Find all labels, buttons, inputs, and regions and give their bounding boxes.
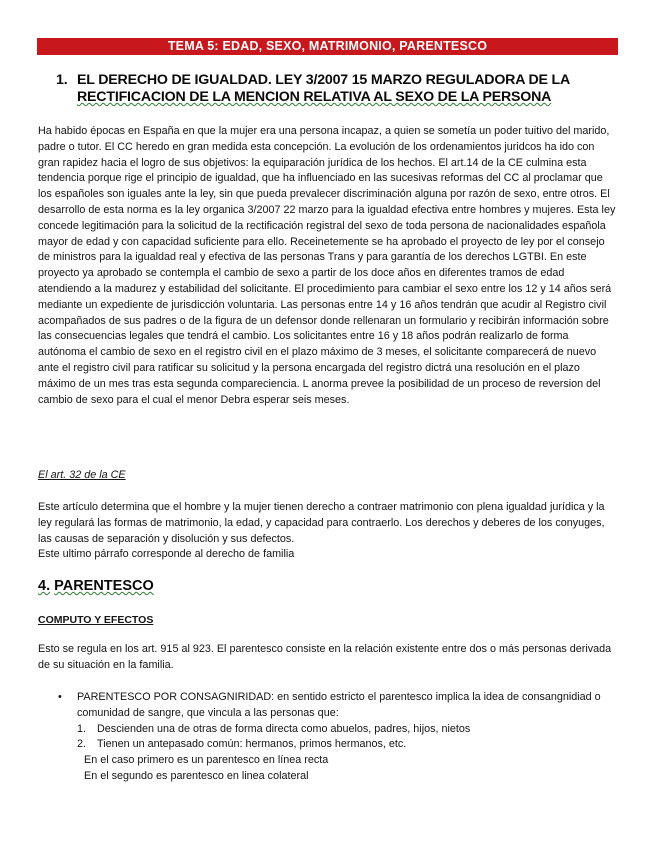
- paragraph-matrimonio-note: Este ultimo párrafo corresponde al derecho de familia: [38, 548, 295, 561]
- paragraph-matrimonio-main: Este artículo determina que el hombre y la mujer tienen derecho a contraer matrimonio con plena igualdad jurídica y la ley regulará las formas de matrimonio, la edad, y capacidad para contraerlo. Los derechos y deberes de los conyuges, las causas de separación y disolución y sus defectos.: [38, 501, 605, 545]
- computo-subheading: COMPUTO Y EFECTOS: [38, 614, 154, 626]
- list-item-number: 1.: [77, 722, 87, 735]
- section-4-number: 4.: [38, 578, 51, 594]
- topic-banner: TEMA 5: EDAD, SEXO, MATRIMONIO, PARENTESCO: [37, 38, 618, 55]
- linea-colateral-note: En el segundo es parentesco en linea colateral: [84, 769, 309, 782]
- section-1-title-line-2: RECTIFICACION DE LA MENCION RELATIVA AL SEXO DE LA PERSONA: [77, 89, 552, 105]
- bullet-text: PARENTESCO POR CONSAGNIRIDAD: en sentido estricto el parentesco implica la idea de consangnidiad o comunidad de sangre, que vincula a las personas que:: [77, 691, 601, 719]
- list-item-number: 2.: [77, 738, 87, 751]
- paragraph-parentesco: Esto se regula en los art. 915 al 923. El parentesco consiste en la relación existente entre dos o más personas derivada de su situación en la familia.: [38, 643, 612, 671]
- section-1-heading: [56, 72, 616, 106]
- paragraph-matrimonio: [38, 500, 618, 563]
- paragraph-igualdad: Ha habido épocas en España en que la mujer era una persona incapaz, a quien se sometía un poder tuitivo del marido, padre o tutor. El CC heredo en gran medida esta concepción. La evolución de los ordenamientos juridcos ha ido con gran rapidez hacia el logro de sus objetivos: la equiparación jurídica de los hechos. El art.14 de la CE culmina esta tendencia porque rige el principio de igualdad, que ha influenciado en las sucesivas reformas del CC al proclamar que los españoles son iguales ante la ley, sin que pueda prevalecer discriminación alguna por razón de sexo, entre otros. El desarrollo de esta norma es la ley organica 3/2007 22 marzo para la igualdad efectiva entre hombres y mujeres. Esta ley concede legitimación para la solicitud de la rectificación registral del sexo de toda persona de nacionalidades española mayor de edad y con capacidad suficiente para ello. Receinetemente se ha aprobado el proyecto de ley por el consejo de ministros para la igualdad real y efectiva de las personas Trans y para garantía de los derechos LGTBI. En este proyecto ya aprobado se contempla el cambio de sexo a partir de los doce años en diferentes tramos de edad atendiendo a la madurez y estabilidad del solicitante. El procedimiento para cambiar el sexo entre los 12 y 14 años será mediante un expediente de jurisdicción voluntaria. Las personas entre 14 y 16 años tendrán que acudir al Registro civil acompañados de sus padres o de la figura de un defensor donde rellenaran un formulario y recibirán información sobre las consecuencias legales que tendrá el cambio. Los solicitantes entre 16 y 18 años podrán realizarlo de forma autónoma el cambio de sexo en el registro civil en el plazo máximo de 3 meses, el solicitante comparecerá de nuevo ante el registro civil para ratificar su solicitud y la persona encargada del registro dictrá una resolución en el plazo máximo de un mes tras esta segunda compareciencia. L anorma prevee la posibilidad de un proceso de reversion del cambio de sexo para el cual el menor Debra esperar seis meses.: [38, 125, 616, 406]
- section-1-number: 1.: [56, 72, 68, 88]
- list-item-text: Tienen un antepasado común: hermanos, primos hermanos, etc.: [97, 738, 407, 751]
- section-4-title: PARENTESCO: [54, 578, 154, 594]
- section-4-heading: [38, 578, 154, 594]
- list-item: [58, 737, 618, 753]
- list-item-text: Descienden una de otras de forma directa como abuelos, padres, hijos, nietos: [97, 722, 471, 735]
- art-32-label: El art. 32 de la CE: [38, 469, 126, 481]
- consanguinidad-bullet: [58, 690, 618, 785]
- bullet-icon: •: [58, 691, 62, 703]
- section-1-title-line-1: EL DERECHO DE IGUALDAD. LEY 3/2007 15 MARZO REGULADORA DE LA: [77, 72, 571, 88]
- linea-recta-note: En el caso primero es un parentesco en línea recta: [84, 754, 329, 767]
- list-item: [58, 722, 618, 738]
